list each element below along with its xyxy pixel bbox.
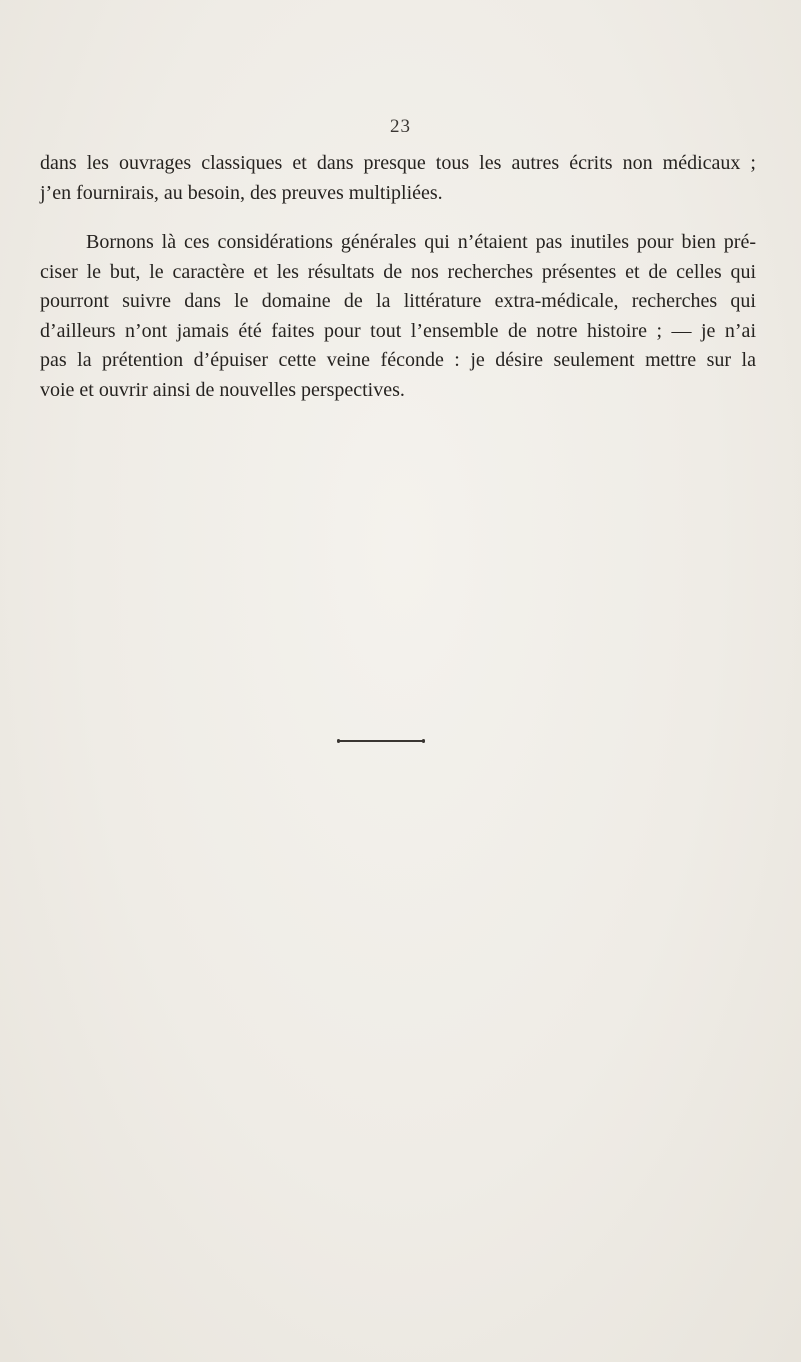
text-line: j’en fournirais, au besoin, des preuves multipliées. [40,181,443,204]
page-number: 23 [390,116,411,137]
paragraph-conclusion [40,228,756,405]
paragraph-continued [40,149,756,208]
text-line: d’ailleurs n’ont jamais été faites pour tout l’ensemble de notre histoire ; — je n’ai [40,319,756,342]
text-line: Bornons là ces considérations générales qui n’étaient pas inutiles pour bien pré- [86,231,756,253]
text-line: ciser le but, le caractère et les résultats de nos recherches présentes et de celles qui [40,260,756,283]
section-end-rule [339,740,423,742]
text-line: voie et ouvrir ainsi de nouvelles perspectives. [40,378,405,401]
text-line: pourront suivre dans le domaine de la littérature extra-médicale, recherches qui [40,290,756,312]
text-line: pas la prétention d’épuiser cette veine féconde : je désire seulement mettre sur la [40,349,756,371]
text-line: dans les ouvrages classiques et dans presque tous les autres écrits non médicaux ; [40,152,756,174]
